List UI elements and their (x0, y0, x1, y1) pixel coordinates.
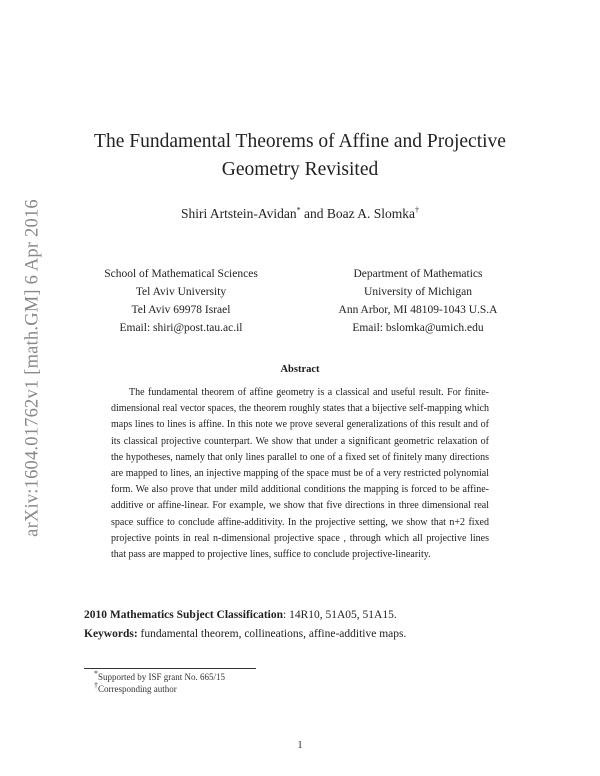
title-line-1: The Fundamental Theorems of Affine and Projective (94, 131, 506, 152)
title-line-2: Geometry Revisited (221, 159, 379, 180)
footnote-rule (84, 668, 256, 669)
arxiv-stamp-text: arXiv:1604.01762v1 [math.GM] 6 Apr 2016 (22, 199, 43, 537)
author-2: Boaz A. Slomka (326, 206, 415, 221)
author-line (80, 206, 520, 222)
paper-title (80, 128, 520, 184)
footnote-1-mark: * (94, 669, 98, 678)
footnote-1 (94, 669, 225, 682)
author-1: Shiri Artstein-Avidan (181, 206, 297, 221)
affiliation-left-univ: Tel Aviv University (135, 286, 227, 298)
abstract-body: The fundamental theorem of affine geometry is a classical and useful result. For finite-dimensional real vector spaces, the theorem roughly states that a bijective self-mapping which maps lines to lines is affine. In this note we prove several generalizations of this result and of its classical projective counterpart. We show that under a significant geometric relaxation of the hypotheses, namely that only lines parallel to one of a fixed set of finitely many directions are mapped to lines, an injective mapping of the space must be of a very restricted polynomial form. We also prove that under mild additional conditions the mapping is forced to be affine-additive or affine-linear. For example, we show that five directions in three dimensional real space suffice to conclude affine-additivity. In the projective setting, we show that n+2 fixed projective points in real n-dimensional projective space , through which all projective lines that pass are mapped to projective lines, suffice to conclude projective-linearity. (111, 387, 489, 561)
msc-label: 2010 Mathematics Subject Classification (84, 609, 283, 621)
footnote-2-text: Corresponding author (98, 684, 177, 694)
affiliation-left-address: Tel Aviv 69978 Israel (131, 304, 231, 316)
keywords-label: Keywords: (84, 628, 138, 640)
keywords-value: fundamental theorem, collineations, affine-additive maps. (137, 628, 407, 640)
affiliation-left-dept: School of Mathematical Sciences (104, 268, 258, 280)
affiliation-left-email: Email: shiri@post.tau.ac.il (119, 322, 243, 334)
footnote-1-text: Supported by ISF grant No. 665/15 (98, 672, 225, 682)
arxiv-stamp (18, 173, 48, 563)
footnote-2 (94, 681, 177, 694)
author-connector: and (300, 206, 327, 221)
affiliation-right-univ: University of Michigan (364, 286, 472, 298)
affiliation-right-address: Ann Arbor, MI 48109-1043 U.S.A (338, 304, 498, 316)
affiliation-right (322, 265, 514, 337)
author-1-mark: * (296, 205, 301, 215)
affiliation-right-email: Email: bslomka@umich.edu (352, 322, 484, 334)
affiliation-right-dept: Department of Mathematics (353, 268, 483, 280)
abstract-heading: Abstract (280, 364, 320, 375)
keywords (84, 628, 514, 640)
affiliation-left (86, 265, 276, 337)
page-number: 1 (297, 739, 303, 751)
author-2-mark: † (415, 205, 419, 215)
msc-value: : 14R10, 51A05, 51A15. (283, 609, 397, 621)
footnote-2-mark: † (94, 681, 98, 690)
msc-classification (84, 609, 514, 621)
